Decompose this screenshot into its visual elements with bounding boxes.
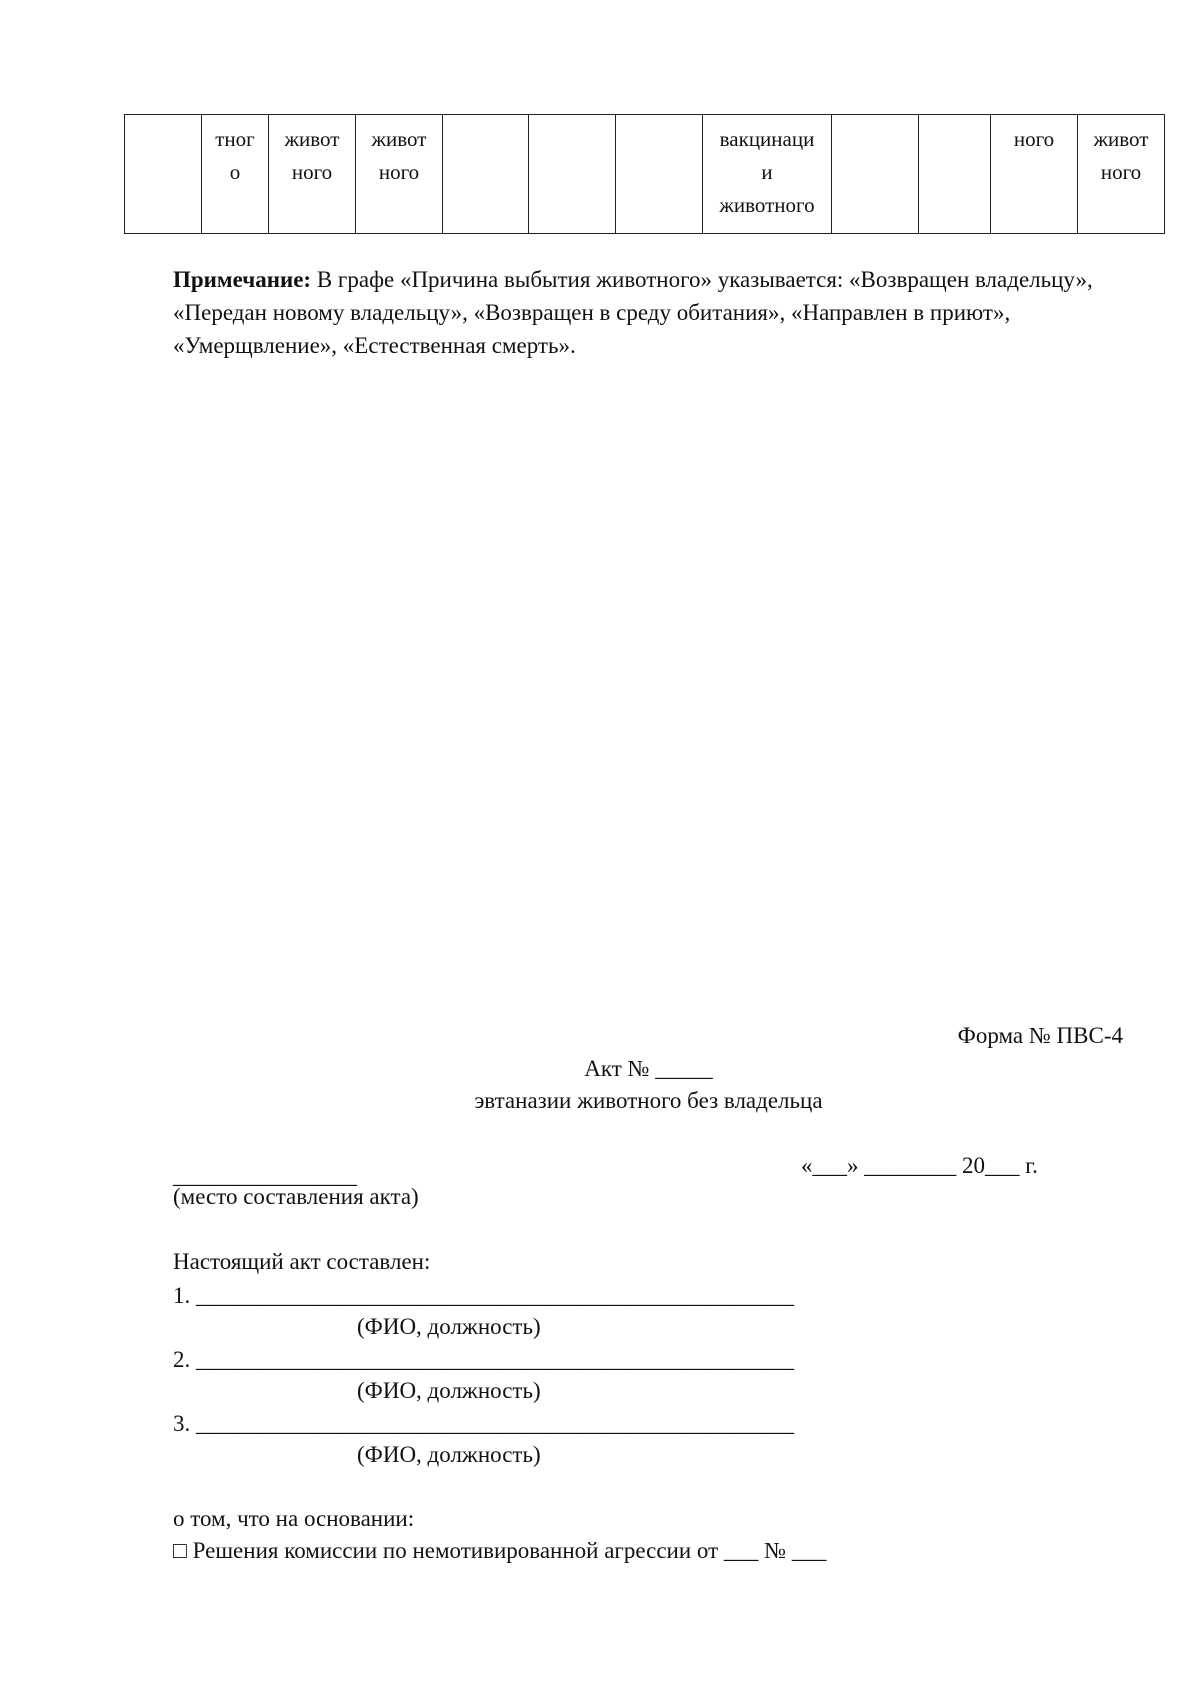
table-cell [616, 115, 703, 234]
note-label: Примечание: [173, 267, 312, 292]
table-cell [832, 115, 919, 234]
table-cell [919, 115, 991, 234]
member-caption-2: (ФИО, должность) [357, 1378, 541, 1403]
place-blank: ________________ [173, 1163, 357, 1188]
place-label: (место составления акта) [173, 1184, 419, 1209]
member-line-3: 3. ____________________________________________________ [173, 1411, 794, 1436]
table-cell: вакцинаци и животного [703, 115, 832, 234]
table-cell: тног о [202, 115, 269, 234]
composed-by-heading: Настоящий акт составлен: [173, 1249, 431, 1274]
table-cell [125, 115, 202, 234]
member-line-1: 1. ____________________________________________________ [173, 1283, 794, 1308]
basis-option-checkbox[interactable]: □ Решения комиссии по немотивированной агрессии от ___ № ___ [173, 1538, 827, 1563]
member-caption-1: (ФИО, должность) [357, 1314, 541, 1339]
table-cell: живот ного [269, 115, 356, 234]
act-subtitle: эвтаназии животного без владельца [474, 1088, 823, 1113]
records-table-continuation [124, 114, 1165, 234]
table-cell: живот ного [1078, 115, 1165, 234]
member-caption-3: (ФИО, должность) [357, 1442, 541, 1467]
basis-intro: о том, что на основании: [173, 1506, 415, 1531]
form-number: Форма № ПВС-4 [957, 1023, 1123, 1048]
table-row [125, 115, 1165, 234]
member-line-2: 2. ____________________________________________________ [173, 1347, 794, 1372]
date-blank: «___» ________ 20___ г. [801, 1153, 1038, 1178]
table-cell: ного [991, 115, 1078, 234]
note-text: В графе «Причина выбытия животного» указывается: «Возвращен владельцу», «Передан новому владельцу», «Возвращен в среду обитания», «Направлен в приют», «Умерщвление», «Естественная смерть». [173, 267, 1093, 358]
table-cell [529, 115, 616, 234]
note-paragraph [173, 263, 1118, 362]
table-cell [443, 115, 529, 234]
table-cell: живот ного [356, 115, 443, 234]
act-title: Акт № _____ [584, 1056, 713, 1081]
